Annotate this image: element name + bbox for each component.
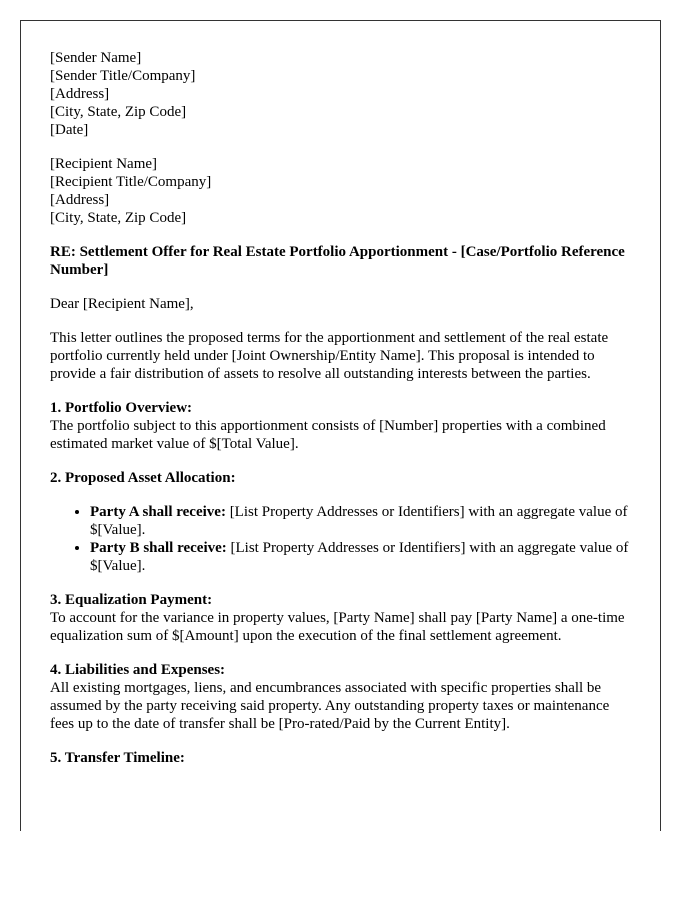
- list-item: [90, 503, 630, 539]
- section-heading: 1. Portfolio Overview:: [50, 400, 193, 416]
- section-body: The portfolio subject to this apportionment consists of [Number] properties with a combined estimated market value of $[Total Value].: [50, 418, 606, 452]
- section-heading: 2. Proposed Asset Allocation:: [50, 470, 236, 486]
- sender-address: [Address]: [50, 86, 110, 102]
- section-transfer-timeline: [50, 749, 630, 767]
- section-body: All existing mortgages, liens, and encumbrances associated with specific properties shall be assumed by the party receiving said property. Any outstanding property taxes or maintenance fees up to the date of transfer shall be [Pro-rated/Paid by the Current Entity].: [50, 680, 610, 732]
- sender-title: [Sender Title/Company]: [50, 68, 196, 84]
- list-item: [90, 539, 630, 575]
- recipient-title: [Recipient Title/Company]: [50, 174, 212, 190]
- party-b-text: [List Property Addresses or Identifiers] with an aggregate value of $[Value].: [90, 540, 629, 574]
- party-a-label: Party A shall receive:: [90, 504, 226, 520]
- section-body: To account for the variance in property values, [Party Name] shall pay [Party Name] a one-time equalization sum of $[Amount] upon the execution of the final settlement agreement.: [50, 610, 625, 644]
- sender-city: [City, State, Zip Code]: [50, 104, 187, 120]
- subject-line: RE: Settlement Offer for Real Estate Portfolio Apportionment - [Case/Portfolio Reference Number]: [50, 244, 625, 278]
- party-b-label: Party B shall receive:: [90, 540, 227, 556]
- salutation: Dear [Recipient Name],: [50, 296, 194, 312]
- letter-date: [Date]: [50, 122, 89, 138]
- section-equalization-payment: [50, 591, 630, 645]
- intro-paragraph: This letter outlines the proposed terms for the apportionment and settlement of the real estate portfolio currently held under [Joint Ownership/Entity Name]. This proposal is intended to provide a fair distribution of assets to resolve all outstanding interests between the parties.: [50, 330, 609, 382]
- recipient-city: [City, State, Zip Code]: [50, 210, 187, 226]
- section-liabilities: [50, 661, 630, 733]
- allocation-list: [50, 503, 630, 575]
- section-heading: 4. Liabilities and Expenses:: [50, 662, 226, 678]
- sender-block: [50, 49, 630, 139]
- recipient-name: [Recipient Name]: [50, 156, 158, 172]
- party-a-text: [List Property Addresses or Identifiers] with an aggregate value of $[Value].: [90, 504, 628, 538]
- recipient-address: [Address]: [50, 192, 110, 208]
- section-heading: 3. Equalization Payment:: [50, 592, 213, 608]
- section-portfolio-overview: [50, 399, 630, 453]
- recipient-block: [50, 155, 630, 227]
- letter-page: [20, 20, 661, 831]
- sender-name: [Sender Name]: [50, 50, 142, 66]
- section-heading: 5. Transfer Timeline:: [50, 750, 185, 766]
